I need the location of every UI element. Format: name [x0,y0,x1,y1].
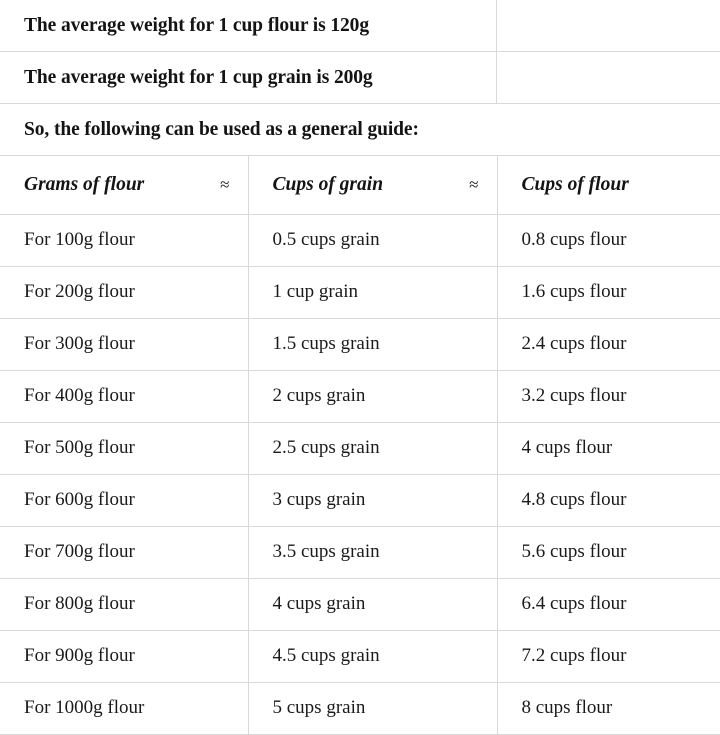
table-row [0,266,720,318]
cell-grams: For 400g flour [0,370,248,422]
column-header-cups-of-grain [248,156,497,214]
guide-row [0,104,720,156]
cell-cups-flour: 8 cups flour [497,682,720,734]
table-header-row [0,156,720,214]
note-row-flour-weight [0,0,720,52]
cell-grams: For 200g flour [0,266,248,318]
approx-symbol-2: ≈ [469,174,479,194]
cell-cups-grain: 5 cups grain [248,682,497,734]
cell-grams: For 1000g flour [0,682,248,734]
table-row [0,578,720,630]
cell-cups-flour: 7.2 cups flour [497,630,720,682]
note-row-grain-empty-cell [497,52,720,103]
note-row-grain-weight [0,52,720,104]
column-header-cups-of-flour [497,156,720,214]
note-flour-weight-text: The average weight for 1 cup flour is 120g [0,0,497,51]
note-row-flour-empty-cell [497,0,720,51]
cell-cups-flour: 3.2 cups flour [497,370,720,422]
table-row [0,370,720,422]
note-grain-weight-text: The average weight for 1 cup grain is 200g [0,52,497,103]
cell-cups-flour: 5.6 cups flour [497,526,720,578]
cell-cups-grain: 1.5 cups grain [248,318,497,370]
guide-text: So, the following can be used as a general guide: [24,118,419,140]
cell-grams: For 600g flour [0,474,248,526]
cell-cups-flour: 6.4 cups flour [497,578,720,630]
cell-cups-grain: 2 cups grain [248,370,497,422]
column-header-cups-of-grain-label: Cups of grain [272,173,384,195]
cell-grams: For 300g flour [0,318,248,370]
table-row [0,318,720,370]
cell-cups-grain: 0.5 cups grain [248,214,497,266]
table-row [0,630,720,682]
approx-symbol-1: ≈ [220,174,230,194]
column-header-grams-of-flour [0,156,248,214]
cell-cups-grain: 1 cup grain [248,266,497,318]
cell-grams: For 500g flour [0,422,248,474]
cell-cups-flour: 2.4 cups flour [497,318,720,370]
cell-cups-grain: 3 cups grain [248,474,497,526]
column-header-cups-of-flour-label: Cups of flour [521,173,629,195]
cell-grams: For 900g flour [0,630,248,682]
cell-cups-flour: 0.8 cups flour [497,214,720,266]
cell-cups-grain: 3.5 cups grain [248,526,497,578]
table-row [0,682,720,734]
cell-cups-flour: 1.6 cups flour [497,266,720,318]
table-row [0,526,720,578]
cell-cups-grain: 4 cups grain [248,578,497,630]
table-row [0,214,720,266]
column-header-grams-of-flour-label: Grams of flour [24,173,145,195]
cell-cups-flour: 4 cups flour [497,422,720,474]
cell-cups-grain: 4.5 cups grain [248,630,497,682]
cell-grams: For 800g flour [0,578,248,630]
table-row [0,474,720,526]
cell-cups-grain: 2.5 cups grain [248,422,497,474]
cell-cups-flour: 4.8 cups flour [497,474,720,526]
cell-grams: For 700g flour [0,526,248,578]
table-row [0,422,720,474]
cell-grams: For 100g flour [0,214,248,266]
conversion-table [0,156,720,735]
